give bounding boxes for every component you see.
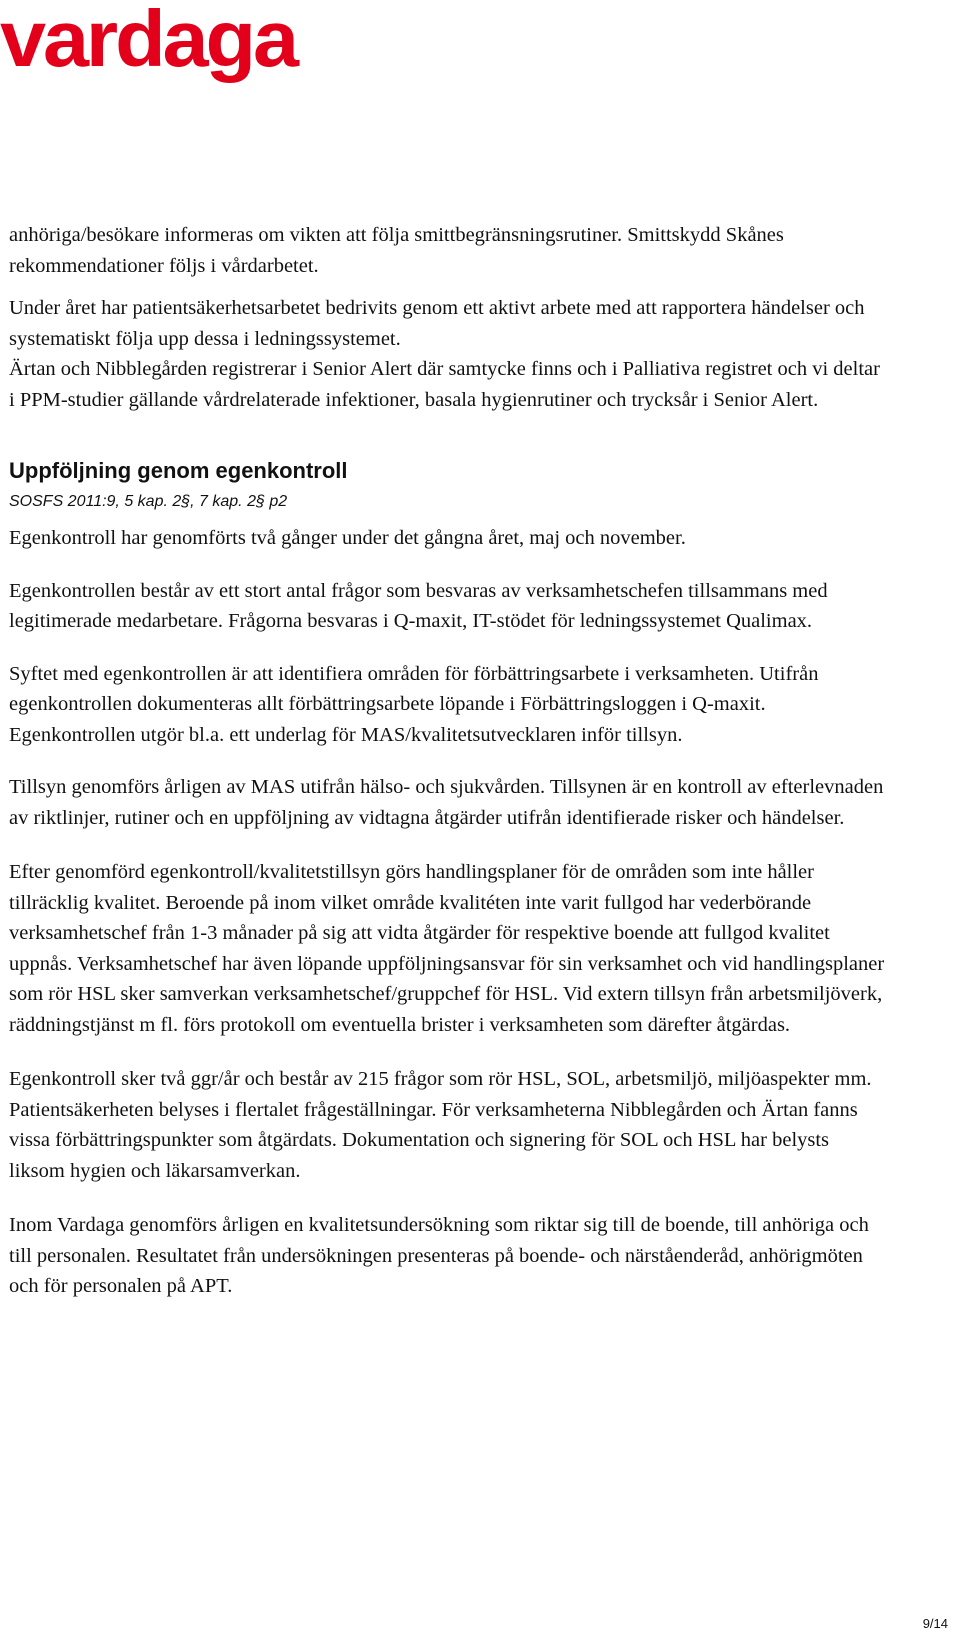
- section-paragraph: Syftet med egenkontrollen är att identifiera områden för förbättringsarbete i verksamheten. Utifrån egenkontrollen dokumenteras allt förbättringsarbete löpande i Förbättringsloggen i Q-maxit. Egenkontrollen utgör bl.a. ett underlag för MAS/kvalitetsutvecklaren inför tillsyn.: [9, 662, 819, 746]
- page-number: 9/14: [922, 1616, 948, 1631]
- section-paragraph: Tillsyn genomförs årligen av MAS utifrån hälso- och sjukvården. Tillsynen är en kontroll av efterlevnaden av riktlinjer, rutiner och en uppföljning av vidtagna åtgärder utifrån identifierade risker och händelser.: [9, 776, 884, 829]
- document-body: [9, 220, 889, 1302]
- vardaga-logo-mark: [0, 0, 320, 92]
- section-paragraph: Egenkontroll sker två ggr/år och består av 215 frågor som rör HSL, SOL, arbetsmiljö, miljöaspekter mm. Patientsäkerheten belyses i flertalet frågeställningar. För verksamheterna Nibblegården och Ärtan fanns vissa förbättringspunkter som åtgärdats. Dokumentation och signering för SOL och HSL har belysts liksom hygien och läkarsamverkan.: [9, 1068, 872, 1182]
- paragraph-senior-alert: Ärtan och Nibblegården registrerar i Senior Alert där samtycke finns och i Palliativa registret och vi deltar i PPM-studier gällande vårdrelaterade infektioner, basala hygienrutiner och trycksår i Senior Alert.: [9, 358, 880, 411]
- vardaga-logo: [0, 0, 320, 92]
- section-paragraph: Egenkontrollen består av ett stort antal frågor som besvaras av verksamhetschefen tillsammans med legitimerade medarbetare. Frågorna besvaras i Q-maxit, IT-stödet för ledningssystemet Qualimax.: [9, 579, 828, 632]
- paragraph-infection-control: anhöriga/besökare informeras om vikten att följa smittbegränsningsrutiner. Smittskydd Skånes rekommendationer följs i vårdarbetet.: [9, 224, 784, 277]
- section-reference: SOSFS 2011:9, 5 kap. 2§, 7 kap. 2§ p2: [9, 493, 288, 510]
- section-paragraph: Efter genomförd egenkontroll/kvalitetstillsyn görs handlingsplaner för de områden som inte håller tillräcklig kvalitet. Beroende på inom vilket område kvalitéten inte varit fullgod har vederbörande verksamhetschef från 1-3 månader på sig att vidta åtgärder för respektive boende att fullgod kvalitet uppnås. Verksamhetschef har även löpande uppföljningsansvar för sin verksamhet och vid handlingsplaner som rör HSL sker samverkan verksamhetschef/gruppchef för HSL. Vid extern tillsyn från arbetsmiljöverk, räddningstjänst m fl. förs protokoll om eventuella brister i verksamheten som därefter åtgärdas.: [9, 861, 885, 1036]
- paragraph-patient-safety: Under året har patientsäkerhetsarbetet bedrivits genom ett aktivt arbete med att rapportera händelser och systematiskt följa upp dessa i ledningssystemet.: [9, 297, 865, 350]
- section-heading: Uppföljning genom egenkontroll: [9, 458, 348, 483]
- section-paragraph: Egenkontroll har genomförts två gånger under det gångna året, maj och november.: [9, 527, 686, 549]
- section-paragraph: Inom Vardaga genomförs årligen en kvalitetsundersökning som riktar sig till de boende, till anhöriga och till personalen. Resultatet från undersökningen presenteras på boende- och närståenderåd, anhörigmöten och för personalen på APT.: [9, 1214, 869, 1297]
- logo-wordmark: vardaga: [0, 0, 300, 83]
